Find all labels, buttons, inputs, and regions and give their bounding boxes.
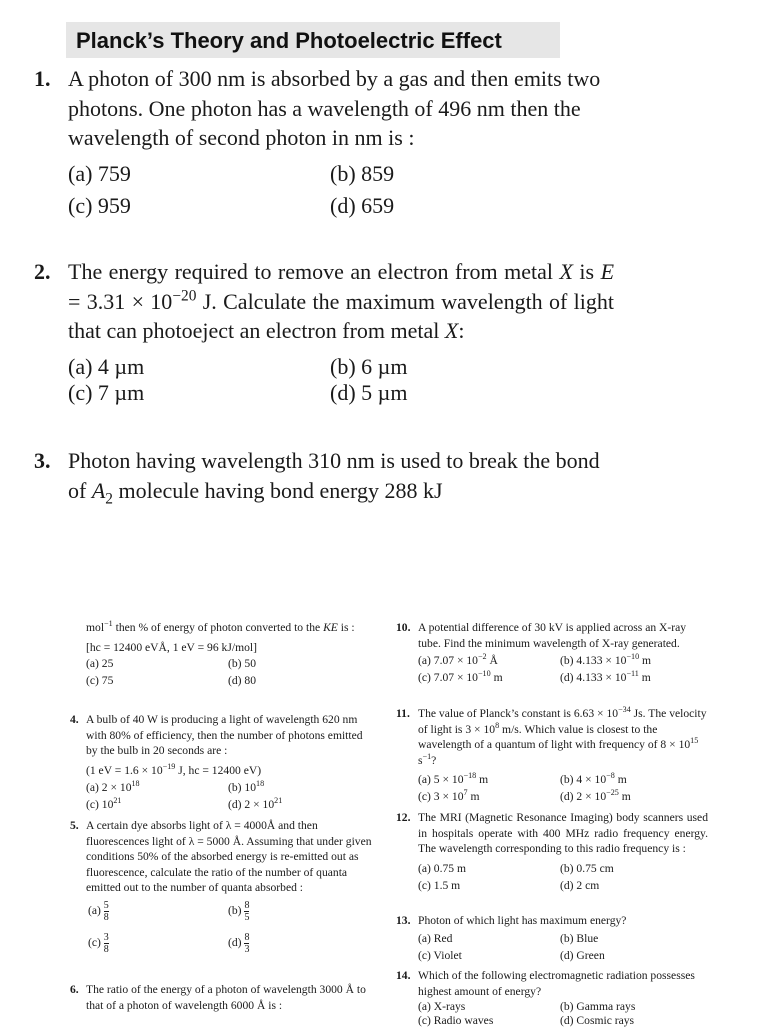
question-number: 2.	[34, 259, 51, 284]
option-b: (b) $4.133 \times 10^{-10}$ m	[560, 652, 652, 667]
option-d: (d) Green	[560, 948, 605, 962]
question-text: The energy required to remove an electron from metal	[68, 259, 554, 284]
option-c: (c) $10^{21}$	[86, 796, 122, 811]
option-b: (b) Gamma rays	[560, 1000, 636, 1013]
question-text: A certain dye absorbs light of λ = 4000Å and then fluorescences light of λ = 5000 Å. Assuming that under given conditions 50% of the absorbed energy is re-emitted out as fluorescence, calculate the ratio of the number of quanta emitted out to the number of quanta absorbed :	[86, 819, 372, 894]
variable-x: X	[559, 259, 573, 284]
question-2: 2. The energy required to remove an electron from metal X is $E = 3.31 \times 10^{-20}$ J. Calculate the maximum wavelength of light that can photoeject an electron from metal X: (a) 4 µm (b) 6 µm (c) 7 µm (d) 5 µm	[34, 257, 614, 418]
option-b: (b) Blue	[560, 931, 599, 945]
option-a: (a) X-rays	[418, 1000, 466, 1013]
question-number: 13.	[396, 914, 411, 927]
question-number: 3.	[34, 448, 51, 473]
option-a: (a) $5 \times 10^{-18}$ m	[418, 771, 489, 786]
question-text: Photon of which light has maximum energy?	[418, 914, 627, 927]
options	[86, 655, 376, 689]
option-c: (c) 1.5 m	[418, 878, 461, 892]
molecule: A	[91, 477, 106, 503]
options	[70, 778, 376, 812]
option-b: (b) 859	[330, 160, 395, 186]
question-14	[396, 968, 708, 1027]
options	[70, 898, 376, 962]
question-text: A potential difference of 30 kV is applied across an X-ray tube. Find the minimum wavelength of X-ray generated.	[418, 621, 687, 650]
options	[396, 768, 708, 802]
option-a: (a) $\frac{5}{8}$	[88, 899, 109, 923]
options	[396, 929, 708, 963]
option-b: (b) 6 µm	[330, 353, 408, 379]
option-c: (c) $\frac{3}{8}$	[88, 931, 109, 955]
option-a: (a) 25	[86, 657, 114, 670]
options	[396, 651, 708, 685]
question-3-continued: mol$^{-1}$ then % of energy of photon converted to the KE is : [hc = 12400 eVÅ, 1 eV = 96 kJ/mol] (a) 25 (b) 50 (c) 75 (d) 80	[86, 620, 376, 689]
question-6	[70, 982, 376, 1013]
option-b: (b) $10^{18}$	[228, 779, 265, 794]
question-text: A photon of 300 nm is absorbed by a gas and then emits two photons. One photon has a wavelength of 496 nm then the wavelength of second photon in nm is :	[68, 66, 601, 150]
hint: [hc = 12400 eVÅ, 1 eV = 96 kJ/mol]	[86, 640, 257, 654]
variable-e: E	[600, 259, 615, 284]
option-a: (a) 0.75 m	[418, 861, 466, 875]
option-a: (a) 759	[68, 160, 131, 186]
option-c: (c) Radio waves	[418, 1014, 494, 1027]
question-number: 12.	[396, 811, 411, 824]
options	[396, 857, 708, 891]
question-10	[396, 620, 708, 685]
option-c: (c) $7.07 \times 10^{-10}$ m	[418, 669, 503, 684]
question-3: 3. Photon having wavelength 310 nm is used to break the bond of $A_2$ molecule having bond energy 288 kJ	[34, 448, 600, 507]
question-text: The ratio of the energy of a photon of wavelength 3000 Å to that of a photon of wavelength 6000 Å is :	[86, 983, 366, 1012]
question-text: Photon having wavelength 310 nm is used to break the bond of	[68, 448, 600, 503]
options	[396, 999, 708, 1027]
option-d: (d) Cosmic rays	[560, 1014, 635, 1027]
option-d: (d) $2 \times 10^{-25}$ m	[560, 788, 631, 803]
question-number: 5.	[70, 819, 79, 832]
question-number: 1.	[34, 66, 51, 91]
option-a: (a) 4 µm	[68, 353, 145, 379]
question-1	[34, 64, 614, 225]
option-d: (d) 5 µm	[330, 379, 408, 405]
question-number: 10.	[396, 621, 411, 634]
option-c: (c) $3 \times 10^7$ m	[418, 788, 480, 803]
question-5	[70, 818, 376, 962]
option-c: (c) Violet	[418, 948, 462, 962]
option-a: (a) $7.07 \times 10^{-2}$ Å	[418, 652, 498, 667]
option-c: (c) 75	[86, 674, 114, 687]
hint: (1 eV = $1.6 \times 10^{-19}$ J, hc = 12400 eV)	[86, 761, 262, 777]
question-11: 11. The value of Planck’s constant is $6.63 \times 10^{-34}$ Js. The velocity of light is $3 \times 10^8$ m/s. Which value is closest to the wavelength of a quantum of light with frequency of $8 \times 10^{15}$ $s^{-1}$? (a) $5 \times 10^{-18}$ m (b) $4 \times 10^{-8}$ m (c) $3 \times 10^7$ m (d) $2 \times 10^{-25}$ m	[396, 705, 707, 803]
question-number: 14.	[396, 969, 411, 982]
option-d: (d) $4.133 \times 10^{-11}$ m	[560, 669, 651, 684]
question-text: Which of the following electromagnetic radiation possesses highest amount of energy?	[418, 969, 695, 998]
option-b: (b) 0.75 cm	[560, 861, 614, 875]
question-text: The MRI (Magnetic Resonance Imaging) body scanners used in hospitals operate with 400 MHz radio frequency energy. The wavelength corresponding to this radio frequency is :	[418, 811, 708, 855]
option-d: (d) 659	[330, 192, 395, 218]
option-c: (c) 7 µm	[68, 379, 145, 405]
option-d: (d) 2 cm	[560, 878, 600, 892]
option-b: (b) 50	[228, 657, 257, 670]
question-13	[396, 913, 708, 963]
question-12	[396, 810, 708, 891]
option-b: (b) $4 \times 10^{-8}$ m	[560, 771, 627, 786]
option-d: (d) $\frac{8}{3}$	[228, 931, 250, 955]
question-text: A bulb of 40 W is producing a light of wavelength 620 nm with 80% of efficiency, then the number of photons emitted by the bulb in 20 seconds are :	[86, 713, 363, 757]
question-4	[70, 712, 376, 812]
option-d: (d) $2 \times 10^{21}$	[228, 796, 283, 811]
option-a: (a) $2 \times 10^{18}$	[86, 779, 140, 794]
page-title: Planck’s Theory and Photoelectric Effect	[76, 28, 502, 53]
option-d: (d) 80	[228, 674, 257, 687]
option-b: (b) $\frac{8}{5}$	[228, 899, 250, 923]
question-number: 4.	[70, 713, 79, 726]
question-number: 11.	[396, 707, 410, 720]
question-number: 6.	[70, 983, 79, 996]
option-a: (a) Red	[418, 931, 453, 945]
option-c: (c) 959	[68, 192, 131, 218]
options	[34, 352, 614, 418]
options	[34, 159, 614, 225]
